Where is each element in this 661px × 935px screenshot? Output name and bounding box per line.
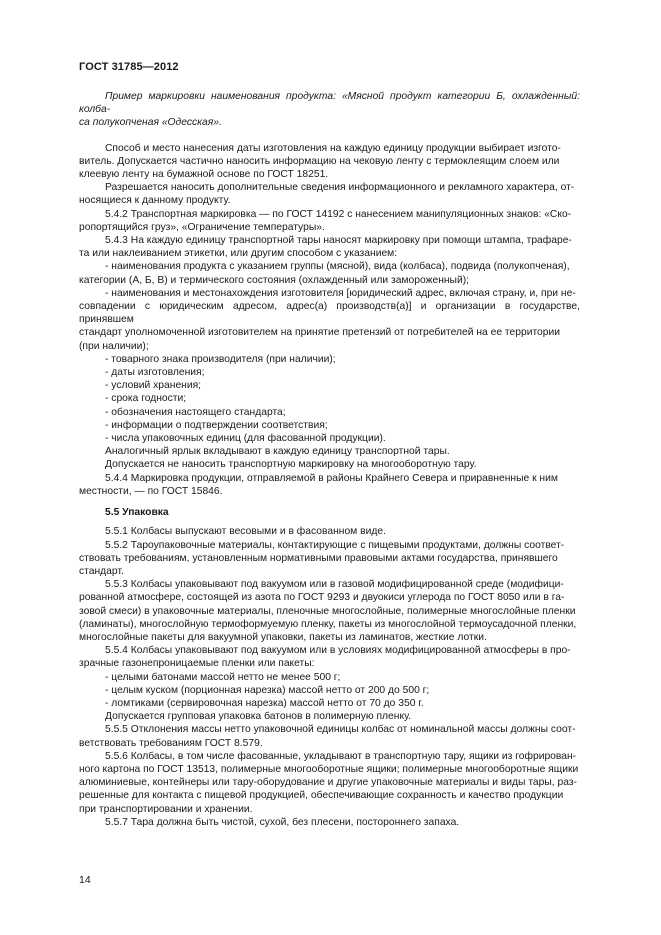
paragraph-additional-info (79, 181, 580, 207)
text-line: са полукопченая «Одесская». (79, 117, 222, 129)
clause-5-5-7: 5.5.7 Тара должна быть чистой, сухой, без плесени, постороннего запаха. (105, 816, 460, 828)
list-item: - информации о подтверждении соответствия; (105, 419, 328, 431)
text-line: Допускается групповая упаковка батонов в полимерную пленку. (105, 711, 412, 723)
clause-5-5-1: 5.5.1 Колбасы выпускают весовыми и в фасованном виде. (105, 526, 386, 538)
paragraph-date-method (79, 142, 580, 182)
list-item: - обозначения настоящего стандарта; (105, 406, 286, 418)
clause-5-5-2 (79, 539, 580, 579)
marking-list (79, 353, 580, 445)
clause-5-5-4 (79, 644, 580, 723)
text-line: 5.4.2 Транспортная маркировка — по ГОСТ 14192 с нанесением манипуляционных знаков: «Ско- (105, 208, 572, 220)
list-item: - срока годности; (105, 393, 187, 405)
text-line: носящиеся к данному продукту. (79, 195, 231, 207)
list-item: - целыми батонами массой нетто не менее 500 г; (105, 671, 341, 683)
list-item: - целым куском (порционная нарезка) массой нетто от 200 до 500 г; (105, 684, 430, 696)
clause-5-5-5 (79, 723, 580, 749)
example-paragraph (79, 90, 580, 130)
text-line: Разрешается наносить дополнительные сведения информационного и рекламного характера, от- (105, 182, 575, 194)
text-line: Способ и место нанесения даты изготовления на каждую единицу продукции выбирает изгото- (105, 142, 561, 154)
list-item: - даты изготовления; (105, 367, 205, 379)
list-item-product-name (79, 260, 580, 286)
text-line: Пример маркировки наименования продукта: «Мясной продукт категории Б, охлажденный: колба- (79, 91, 580, 116)
document-header: ГОСТ 31785—2012 (79, 61, 179, 73)
text-line: зрачные газонепроницаемые пленки или пакеты: (79, 658, 315, 670)
text-line: решенные для контакта с пищевой продукцией, обеспечивающие сохранность и качество продукции (79, 790, 564, 802)
text-line: витель. Допускается частично наносить информацию на чековую ленту с термоклеящим слоем или (79, 155, 560, 167)
text-line: многослойные пакеты для вакуумной упаковки, пакеты из ламинатов, жесткие лотки. (79, 631, 487, 643)
text-line: рованной атмосфере, состоящей из азота по ГОСТ 9293 и двуокиси углерода по ГОСТ 8050 или в га- (79, 592, 565, 604)
text-line: та или наклеиванием этикетки, или другим способом с указанием: (79, 248, 398, 260)
text-line: 5.4.4 Маркировка продукции, отправляемой в районы Крайнего Севера и приравненные к ним (105, 472, 558, 484)
section-heading: 5.5 Упаковка (105, 507, 169, 519)
page-number: 14 (79, 874, 91, 886)
text-line: алюминиевые, контейнеры или тару-оборудование и другие упаковочные материалы и виды тары, раз- (79, 777, 577, 789)
clause-5-4-2 (79, 208, 580, 234)
paragraph-label-inside: Аналогичный ярлык вкладывают в каждую единицу транспортной тары. (105, 446, 450, 458)
text-line: 5.5.4 Колбасы упаковывают под вакуумом или в условиях модифицированной атмосферы в про- (105, 645, 571, 657)
clause-5-4-4 (79, 472, 580, 498)
text-line: ропортящийся груз», «Ограничение температуры». (79, 221, 325, 233)
page-content (79, 90, 580, 829)
text-line: категории (А, Б, В) и термического состояния (охлажденный или замороженный); (79, 274, 470, 286)
clause-5-5-6 (79, 750, 580, 816)
text-line: клеевую ленту на бумажной основе по ГОСТ 18251. (79, 169, 329, 181)
text-line: - наименования продукта с указанием группы (мясной), вида (колбаса), подвида (полукопченая), (105, 261, 570, 273)
text-line: совпадении с юридическим адресом, адрес(а) производств(а)] и организации в государстве, принявшем (79, 301, 580, 326)
text-line: местности, — по ГОСТ 15846. (79, 485, 223, 497)
text-line: - наименования и местонахождения изготовителя [юридический адрес, включая страну, и, при не- (105, 287, 576, 299)
text-line: ного картона по ГОСТ 13513, полимерные многооборотные ящики; полимерные многооборотные ящики (79, 763, 579, 775)
text-line: 5.4.3 На каждую единицу транспортной тары наносят маркировку при помощи штампа, трафаре- (105, 235, 572, 247)
list-item: - товарного знака производителя (при наличии); (105, 353, 336, 365)
text-line: стандарт уполномоченной изготовителем на принятие претензий от потребителей на ее территории (79, 327, 561, 339)
paragraph-returnable-tare: Допускается не наносить транспортную маркировку на многооборотную тару. (105, 459, 477, 471)
text-line: ствовать требованиям, установленным нормативными правовыми актами государства, принявшего (79, 552, 558, 564)
text-line: 5.5.5 Отклонения массы нетто упаковочной единицы колбас от номинальной массы должны соот- (105, 724, 576, 736)
list-item: - числа упаковочных единиц (для фасованной продукции). (105, 433, 386, 445)
list-item: - ломтиками (сервировочная нарезка) массой нетто от 70 до 350 г. (105, 697, 424, 709)
text-line: при транспортировании и хранении. (79, 803, 253, 815)
text-line: зовой смеси) в упаковочные материалы, пленочные многослойные, полимерные многослойные пленки (79, 605, 576, 617)
section-title-packaging (79, 506, 580, 519)
clause-5-4-3 (79, 234, 580, 260)
clause-5-5-3 (79, 578, 580, 644)
text-line: 5.5.3 Колбасы упаковывают под вакуумом или в газовой модифицированной среде (модифици- (105, 579, 564, 591)
text-line: 5.5.2 Тароупаковочные материалы, контактирующие с пищевыми продуктами, должны соответ- (105, 539, 565, 551)
text-line: (ламинаты), многослойную термоформуемую пленку, пакеты из многослойной термоусадочной пленки, (79, 618, 577, 630)
list-item-manufacturer (79, 287, 580, 353)
text-line: (при наличии); (79, 340, 149, 352)
text-line: стандарт. (79, 565, 124, 577)
text-line: ветствовать требованиям ГОСТ 8.579. (79, 737, 263, 749)
text-line: 5.5.6 Колбасы, в том числе фасованные, укладывают в транспортную тару, ящики из гофрирован- (105, 750, 577, 762)
list-item: - условий хранения; (105, 380, 202, 392)
